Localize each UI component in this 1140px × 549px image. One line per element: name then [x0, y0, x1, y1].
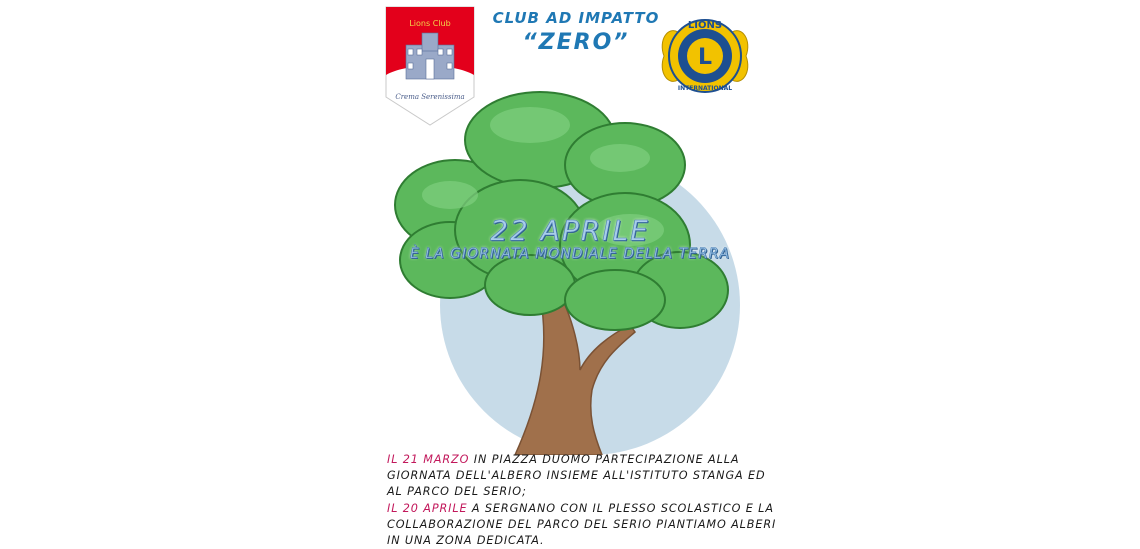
tree-illustration-icon: [380, 70, 770, 455]
club-label: Lions Club: [409, 19, 451, 28]
club-title-line1: CLUB AD IMPATTO: [492, 9, 660, 27]
event-text-april: A SERGNANO CON IL PLESSO SCOLASTICO E LA COLLABORAZIONE DEL PARCO DEL SERIO PIANTIAMO ALBERI IN UNA ZONA DEDICATA.: [387, 501, 777, 548]
event-date-march: IL 21 MARZO: [387, 453, 470, 466]
event-date-april: IL 20 APRILE: [387, 501, 468, 515]
lions-bottom-word: INTERNATIONAL: [677, 85, 733, 92]
date-headline: 22 APRILE: [490, 214, 650, 247]
club-title-line2: “ZERO”: [522, 30, 630, 55]
club-signature: Crema Serenissima: [395, 93, 465, 101]
lions-word: LIONS: [687, 20, 723, 31]
event-description: [387, 452, 777, 549]
event-text-march: IN PIAZZA DUOMO PARTECIPAZIONE ALLA GIORNATA DELL'ALBERO INSIEME ALL'ISTITUTO STANGA ED AL PARCO DEL SERIO;: [387, 453, 766, 499]
lions-letter: L: [697, 45, 713, 70]
earth-day-subtitle: È LA GIORNATA MONDIALE DELLA TERRA: [409, 246, 730, 262]
